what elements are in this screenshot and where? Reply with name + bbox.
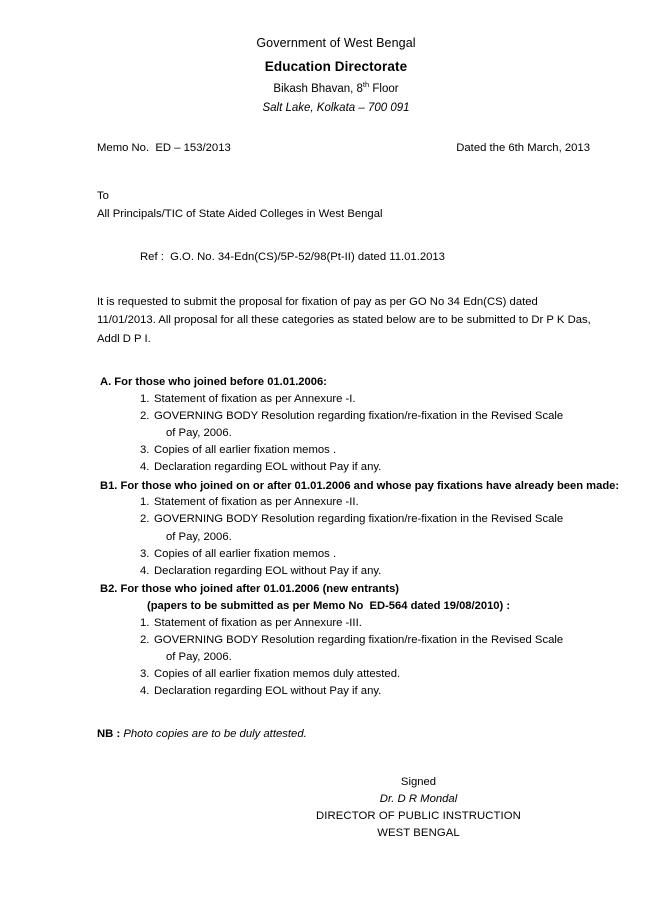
item-text <box>154 408 596 442</box>
signature-signed: Signed <box>400 776 437 789</box>
list-item <box>0 615 672 632</box>
item-number: 3. <box>140 547 150 560</box>
item-number: 3. <box>140 444 150 457</box>
item-number: 4. <box>140 564 150 577</box>
list-item <box>0 494 672 511</box>
item-text-continuation: of Pay, 2006. <box>166 427 232 440</box>
item-number: 2. <box>140 633 150 646</box>
list-item <box>0 391 672 408</box>
reference-line: Ref : G.O. No. 34-Edn(CS)/5P-52/98(Pt-II) dated 11.01.2013 <box>140 251 445 264</box>
item-text-continuation: of Pay, 2006. <box>166 530 232 543</box>
item-text: Declaration regarding EOL without Pay if any. <box>154 564 382 577</box>
item-text: Statement of fixation as per Annexure -II. <box>154 496 359 509</box>
item-text-line-1: GOVERNING BODY Resolution regarding fixation/re-fixation in the Revised Scale <box>154 513 564 526</box>
item-text <box>154 511 596 545</box>
memo-header-row <box>0 142 672 154</box>
item-text-line-1: GOVERNING BODY Resolution regarding fixation/re-fixation in the Revised Scale <box>154 409 564 422</box>
address-ordinal-suffix: th <box>362 79 370 89</box>
list-item <box>0 442 672 459</box>
address-post: Floor <box>369 82 399 95</box>
memo-date: Dated the 6th March, 2013 <box>456 142 590 155</box>
list-item <box>0 632 672 666</box>
address-pre: Bikash Bhavan, 8 <box>273 82 363 95</box>
list-item <box>0 563 672 580</box>
addressee-block <box>0 188 672 223</box>
letterhead-department: Education Directorate <box>264 59 408 75</box>
list-item <box>0 408 672 442</box>
letterhead <box>0 34 672 117</box>
signature-title: DIRECTOR OF PUBLIC INSTRUCTION <box>316 810 521 823</box>
item-text: Declaration regarding EOL without Pay if any. <box>154 461 382 474</box>
item-text: Copies of all earlier fixation memos . <box>154 547 337 560</box>
section-a <box>0 374 672 477</box>
list-item <box>0 546 672 563</box>
item-number: 2. <box>140 513 150 526</box>
item-number: 4. <box>140 685 150 698</box>
item-text-line-1: GOVERNING BODY Resolution regarding fixation/re-fixation in the Revised Scale <box>154 633 564 646</box>
item-number: 4. <box>140 461 150 474</box>
item-text: Declaration regarding EOL without Pay if any. <box>154 685 382 698</box>
note-line <box>0 728 672 740</box>
letterhead-address-line-2: Salt Lake, Kolkata – 700 091 <box>262 102 410 115</box>
section-b2-list <box>0 615 672 701</box>
list-item <box>0 511 672 545</box>
section-b1-list <box>0 494 672 580</box>
list-item <box>0 683 672 700</box>
addressee-salutation: To <box>97 190 109 203</box>
item-text: Statement of fixation as per Annexure -III. <box>154 616 362 629</box>
section-b1-heading: B1. For those who joined on or after 01.01.2006 and whose pay fixations have already been made: <box>100 479 620 492</box>
addressee-recipient: All Principals/TIC of State Aided Colleges in West Bengal <box>97 207 383 220</box>
section-a-heading: A. For those who joined before 01.01.2006: <box>100 375 327 388</box>
signature-state: WEST BENGAL <box>377 827 460 840</box>
requirements-sections <box>0 374 672 701</box>
item-text-continuation: of Pay, 2006. <box>166 650 232 663</box>
item-number: 1. <box>140 392 150 405</box>
section-a-list <box>0 391 672 477</box>
section-b2-heading: B2. For those who joined after 01.01.2006 (new entrants) <box>100 583 400 596</box>
note-text: Photo copies are to be duly attested. <box>120 728 307 741</box>
item-number: 1. <box>140 616 150 629</box>
section-b1 <box>0 478 672 581</box>
item-text: Copies of all earlier fixation memos . <box>154 444 337 457</box>
signature-block <box>0 774 672 842</box>
letterhead-address-line-1 <box>0 81 672 98</box>
signature-name: Dr. D R Mondal <box>379 793 458 806</box>
letterhead-government: Government of West Bengal <box>256 36 416 50</box>
body-paragraph: It is requested to submit the proposal for fixation of pay as per GO No 34 Edn(CS) dated 11/01/2013. All proposal for all these categories as stated below are to be submitted to Dr P K Das, Addl D P I. <box>97 296 591 345</box>
section-b2 <box>0 581 672 700</box>
list-item <box>0 459 672 476</box>
item-text: Copies of all earlier fixation memos duly attested. <box>154 668 401 681</box>
item-number: 1. <box>140 496 150 509</box>
item-number: 2. <box>140 409 150 422</box>
list-item <box>0 666 672 683</box>
note-label: NB : <box>97 728 121 741</box>
section-b2-subheading: (papers to be submitted as per Memo No ED-564 dated 19/08/2010) : <box>147 599 511 612</box>
item-number: 3. <box>140 668 150 681</box>
item-text: Statement of fixation as per Annexure -I. <box>154 392 356 405</box>
document-page <box>0 34 672 904</box>
memo-number: Memo No. ED – 153/2013 <box>97 142 231 155</box>
item-text <box>154 632 596 666</box>
